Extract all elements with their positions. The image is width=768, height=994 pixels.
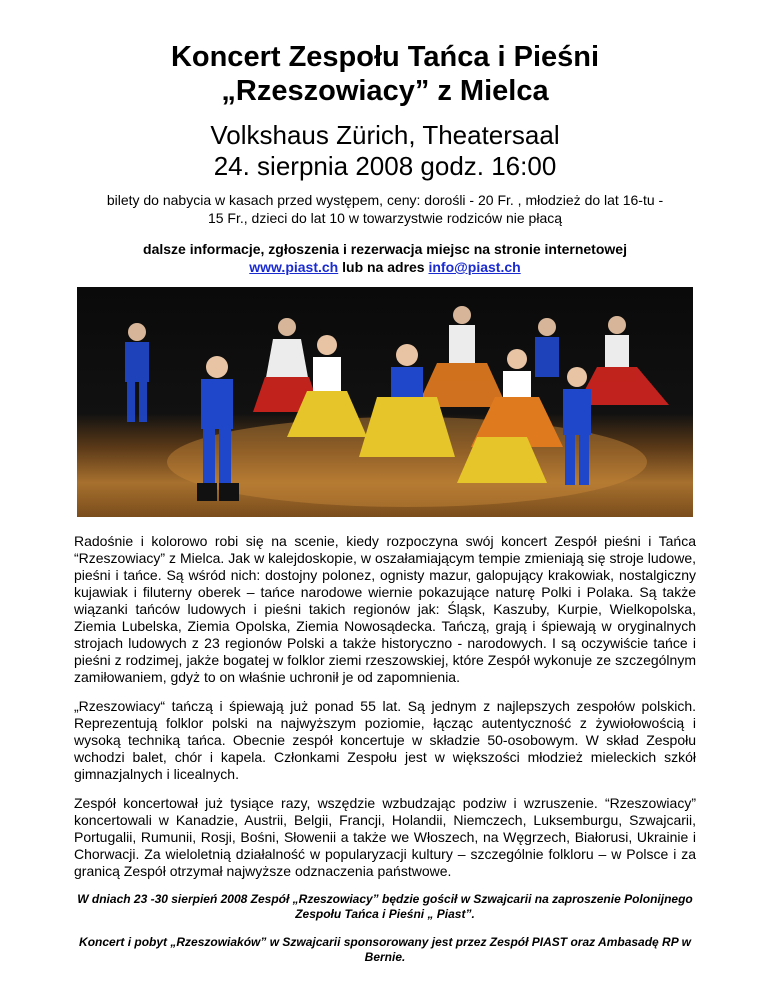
info-connector: lub na adres [342,259,425,275]
ticket-prices [74,191,696,227]
date-line: 24. sierpnia 2008 godz. 16:00 [213,151,557,181]
info-line: dalsze informacje, zgłoszenia i rezerwacja miejsc na stronie internetowej [143,241,627,257]
title-line-2: „Rzeszowiacy” z Mielca [221,75,549,107]
footer-sponsor: Koncert i pobyt „Rzeszowiaków” w Szwajcarii sponsorowany jest przez Zespół PIAST oraz Ambasadę RP w Bernie. [79,935,691,964]
venue-line: Volkshaus Zürich, Theatersaal [210,120,560,150]
dancers-photo [77,287,693,517]
paragraph-history: „Rzeszowiacy“ tańczą i śpiewają już ponad 55 lat. Są jednym z najlepszych zespołów polskich. Reprezentują folklor polski na najwyższym poziomie, łącząc autentyczność z żywiołowością i wysoką techniką tańca. Obecnie zespół koncertuje w składzie 50-osobowym. W skład Zespołu wchodzi balet, chór i kapela. Członkami Zespołu jest w większości młodzież mieleckich szkół gimnazjalnych i licealnych. [74,698,696,782]
title-line-1: Koncert Zespołu Tańca i Pieśni [170,41,600,73]
venue-and-date [74,120,696,182]
article-body [74,533,696,880]
contact-info [74,240,696,276]
email-link[interactable]: info@piast.ch [428,259,521,275]
poster [74,40,696,978]
footer-invitation: W dniach 23 -30 sierpień 2008 Zespół „Rzeszowiacy” będzie gościł w Szwajcarii na zaproszenie Polonijnego Zespołu Tańca i Pieśni „ Piast”. [77,892,693,921]
footer-notes [74,892,696,965]
ticket-line-1: bilety do nabycia w kasach przed występem, ceny: dorośli - 20 Fr. , młodzież do lat 16-tu - [106,192,664,208]
poster-title [74,40,696,108]
website-link[interactable]: www.piast.ch [249,259,339,275]
ticket-line-2: 15 Fr., dzieci do lat 10 w towarzystwie rodziców nie płacą [207,210,563,226]
dancers-illustration [77,287,693,517]
paragraph-intro: Radośnie i kolorowo robi się na scenie, kiedy rozpoczyna swój koncert Zespół pieśni i Tańca “Rzeszowiacy” z Mielca. Jak w kalejdoskopie, w oszałamiającym tempie zmieniają się stroje ludowe, pieśni i tańce. Są wśród nich: dostojny polonez, ognisty mazur, galopujący krakowiak, nostalgiczny kujawiak i filuterny oberek – tańce narodowe wiernie pokazujące naturę Polki i Polaka. Są także wiązanki tańców ludowych i pieśni takich regionów jak: Śląsk, Kaszuby, Kurpie, Wielkopolska, Ziemia Lubelska, Ziemia Opolska, Ziemia Nowosądecka. Tańczą, grają i śpiewają w oryginalnych strojach ludowych z 23 regionów Polski a także historyczno - narodowych. I są oczywiście tańce i pieśni z rodzimej, jakże bogatej w folklor ziemi rzeszowskiej, które Zespół wykonuje ze szczególnym zamiłowaniem, gdyż to on właśnie uchronił je od zapomnienia. [74,533,696,685]
paragraph-tours: Zespół koncertował już tysiące razy, wszędzie wzbudzając podziw i wzruszenie. “Rzeszowiacy” koncertowali w Kanadzie, Austrii, Belgii, Francji, Holandii, Niemczech, Luksemburgu, Szwajcarii, Portugalii, Rumunii, Rosji, Bośni, Słowenii a także we Włoszech, na Węgrzech, Białorusi, Ukrainie i Chorwacji. Za wieloletnią działalność w popularyzacji kultury – szczególnie folkloru – w Polsce i za granicą Zespół otrzymał najwyższe odznaczenia państwowe. [74,795,696,879]
